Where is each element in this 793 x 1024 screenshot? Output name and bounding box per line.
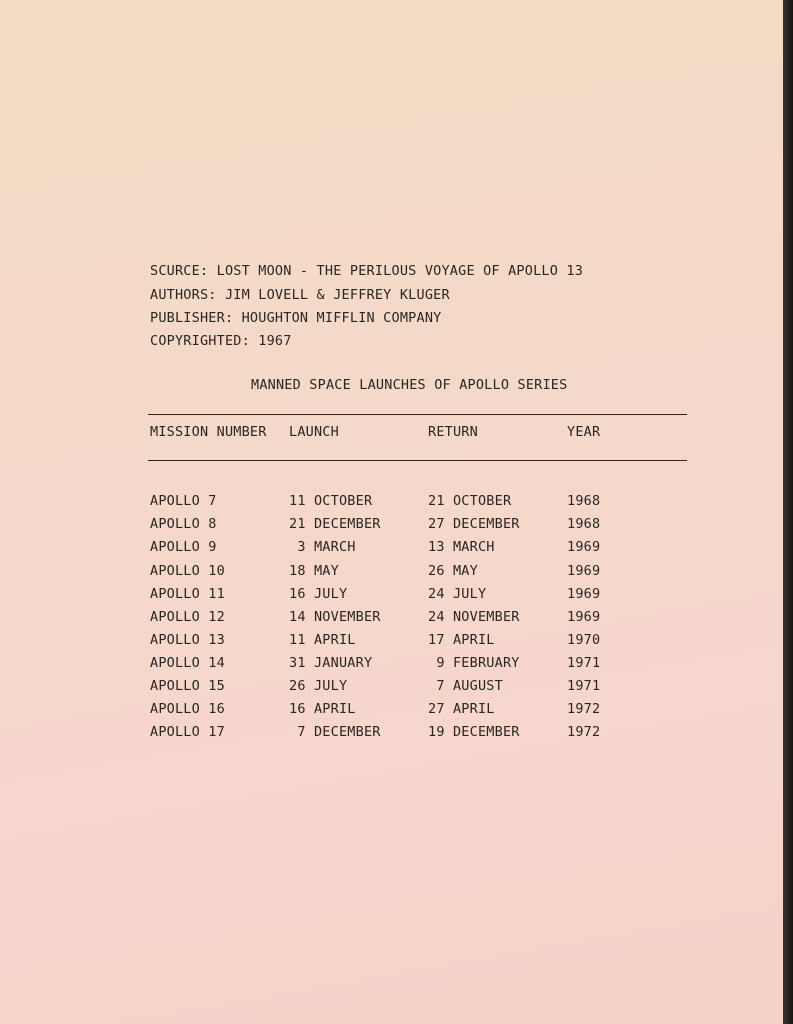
cell-year: 1969 [567, 563, 601, 579]
table-top-rule [148, 414, 687, 415]
cell-mission: APOLLO 12 [150, 609, 225, 625]
table-row [0, 632, 783, 652]
cell-launch: 7 DECEMBER [289, 724, 381, 740]
cell-launch: 16 APRIL [289, 701, 356, 717]
cell-year: 1970 [567, 632, 601, 648]
cell-mission: APOLLO 15 [150, 678, 225, 694]
cell-return: 13 MARCH [428, 539, 495, 555]
cell-mission: APOLLO 9 [150, 539, 217, 555]
table-row [0, 539, 783, 559]
cell-year: 1972 [567, 701, 601, 717]
cell-year: 1968 [567, 493, 601, 509]
cell-mission: APOLLO 8 [150, 516, 217, 532]
cell-year: 1969 [567, 539, 601, 555]
cell-launch: 21 DECEMBER [289, 516, 381, 532]
page-edge-shadow [783, 0, 793, 1024]
table-row [0, 609, 783, 629]
header-year: YEAR [567, 424, 601, 440]
cell-return: 24 JULY [428, 586, 487, 602]
table-row [0, 516, 783, 536]
publisher-line: PUBLISHER: HOUGHTON MIFFLIN COMPANY [150, 310, 442, 326]
cell-year: 1971 [567, 678, 601, 694]
table-row [0, 655, 783, 675]
cell-mission: APOLLO 17 [150, 724, 225, 740]
cell-return: 9 FEBRUARY [428, 655, 520, 671]
table-row [0, 586, 783, 606]
cell-year: 1969 [567, 586, 601, 602]
cell-launch: 14 NOVEMBER [289, 609, 381, 625]
table-title: MANNED SPACE LAUNCHES OF APOLLO SERIES [251, 377, 568, 393]
cell-year: 1969 [567, 609, 601, 625]
cell-return: 21 OCTOBER [428, 493, 512, 509]
source-line: SCURCE: LOST MOON - THE PERILOUS VOYAGE OF APOLLO 13 [150, 263, 584, 279]
cell-return: 19 DECEMBER [428, 724, 520, 740]
table-header-row [0, 424, 783, 444]
cell-launch: 16 JULY [289, 586, 348, 602]
table-row [0, 493, 783, 513]
cell-launch: 11 OCTOBER [289, 493, 373, 509]
cell-mission: APOLLO 16 [150, 701, 225, 717]
cell-return: 27 APRIL [428, 701, 495, 717]
table-row [0, 678, 783, 698]
cell-year: 1968 [567, 516, 601, 532]
copyright-line: COPYRIGHTED: 1967 [150, 333, 292, 349]
cell-launch: 31 JANUARY [289, 655, 373, 671]
header-launch: LAUNCH [289, 424, 339, 440]
table-row [0, 701, 783, 721]
cell-mission: APOLLO 7 [150, 493, 217, 509]
cell-year: 1972 [567, 724, 601, 740]
cell-mission: APOLLO 14 [150, 655, 225, 671]
cell-return: 17 APRIL [428, 632, 495, 648]
cell-launch: 11 APRIL [289, 632, 356, 648]
cell-mission: APOLLO 11 [150, 586, 225, 602]
table-row [0, 563, 783, 583]
authors-line: AUTHORS: JIM LOVELL & JEFFREY KLUGER [150, 287, 450, 303]
cell-mission: APOLLO 10 [150, 563, 225, 579]
cell-return: 26 MAY [428, 563, 478, 579]
cell-return: 7 AUGUST [428, 678, 503, 694]
cell-launch: 3 MARCH [289, 539, 356, 555]
cell-return: 24 NOVEMBER [428, 609, 520, 625]
table-row [0, 724, 783, 744]
table-header-rule [148, 460, 687, 461]
cell-year: 1971 [567, 655, 601, 671]
header-return: RETURN [428, 424, 478, 440]
cell-mission: APOLLO 13 [150, 632, 225, 648]
cell-launch: 26 JULY [289, 678, 348, 694]
header-mission: MISSION NUMBER [150, 424, 267, 440]
cell-return: 27 DECEMBER [428, 516, 520, 532]
cell-launch: 18 MAY [289, 563, 339, 579]
